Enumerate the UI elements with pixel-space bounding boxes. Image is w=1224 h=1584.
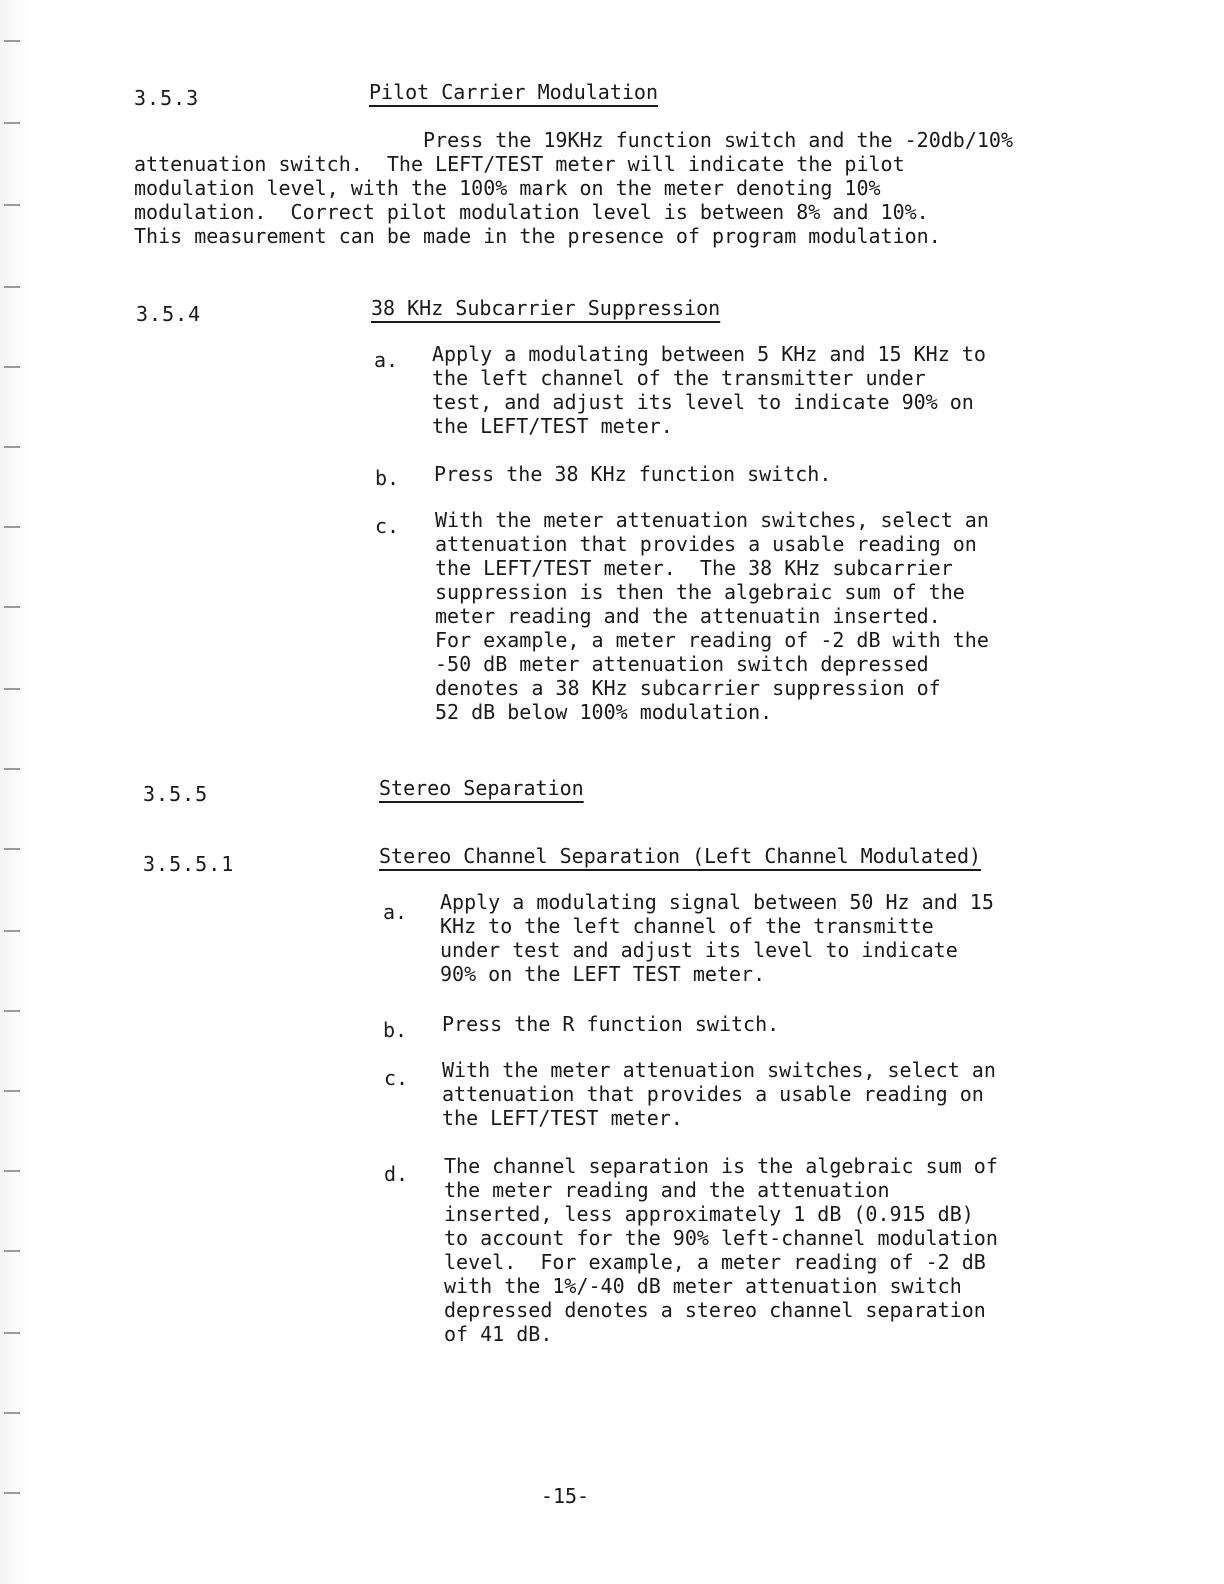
- list-item-text: With the meter attenuation switches, select an attenuation that provides a usable reading on the LEFT/TEST meter.: [442, 1058, 996, 1130]
- margin-mark: [4, 446, 20, 448]
- margin-mark: [4, 1170, 20, 1172]
- section-number: 3.5.5.1: [143, 852, 235, 876]
- margin-mark: [4, 366, 20, 368]
- margin-mark: [4, 1412, 20, 1414]
- section-number: 3.5.4: [136, 302, 202, 326]
- section-title: Stereo Separation: [379, 776, 584, 800]
- list-item-text: The channel separation is the algebraic sum of the meter reading and the attenuation inserted, less approximately 1 dB (0.915 dB) to account for the 90% left-channel modulation level. For example, a meter reading of -2 dB with the 1%/-40 dB meter attenuation switch depressed denotes a stereo channel separation of 41 dB.: [444, 1154, 998, 1346]
- margin-mark: [4, 1332, 20, 1334]
- list-item-text: With the meter attenuation switches, select an attenuation that provides a usable reading on the LEFT/TEST meter. The 38 KHz subcarrier suppression is then the algebraic sum of the meter reading and the attenuatin inserted. For example, a meter reading of -2 dB with the -50 dB meter attenuation switch depressed denotes a 38 KHz subcarrier suppression of 52 dB below 100% modulation.: [435, 508, 989, 724]
- margin-mark: [4, 1010, 20, 1012]
- margin-mark: [4, 286, 20, 288]
- binding-edge: [0, 0, 30, 1584]
- list-item-text: Press the R function switch.: [442, 1012, 780, 1036]
- margin-mark: [4, 688, 20, 690]
- margin-mark: [4, 1250, 20, 1252]
- margin-mark: [4, 1090, 20, 1092]
- section-title: 38 KHz Subcarrier Suppression: [371, 296, 721, 320]
- list-item-letter: a.: [374, 348, 399, 372]
- margin-mark: [4, 122, 20, 124]
- section-title: Pilot Carrier Modulation: [369, 80, 658, 104]
- section-number: 3.5.5: [143, 782, 209, 806]
- page-number: -15-: [540, 1484, 590, 1508]
- list-item-text: Apply a modulating signal between 50 Hz and 15 KHz to the left channel of the transmitte under test and adjust its level to indicate 90% on the LEFT TEST meter.: [440, 890, 994, 986]
- section-number: 3.5.3: [134, 86, 200, 110]
- list-item-letter: b.: [383, 1018, 408, 1042]
- list-item-letter: b.: [375, 466, 400, 490]
- list-item-letter: c.: [375, 514, 400, 538]
- margin-mark: [4, 606, 20, 608]
- margin-mark: [4, 204, 20, 206]
- list-item-letter: d.: [384, 1162, 409, 1186]
- list-item-text: Press the 38 KHz function switch.: [434, 462, 832, 486]
- margin-mark: [4, 848, 20, 850]
- list-item-text: Apply a modulating between 5 KHz and 15 KHz to the left channel of the transmitter under test, and adjust its level to indicate 90% on the LEFT/TEST meter.: [432, 342, 986, 438]
- margin-mark: [4, 40, 20, 42]
- section-paragraph: Press the 19KHz function switch and the -20db/10% attenuation switch. The LEFT/TEST meter will indicate the pilot modulation level, with the 100% mark on the meter denoting 10% modulation. Correct pilot modulation level is between 8% and 10%. This measurement can be made in the presence of program modulation.: [134, 128, 1013, 248]
- section-title: Stereo Channel Separation (Left Channel Modulated): [379, 844, 982, 868]
- margin-mark: [4, 930, 20, 932]
- margin-mark: [4, 768, 20, 770]
- list-item-letter: a.: [383, 900, 408, 924]
- list-item-letter: c.: [384, 1066, 409, 1090]
- margin-mark: [4, 526, 20, 528]
